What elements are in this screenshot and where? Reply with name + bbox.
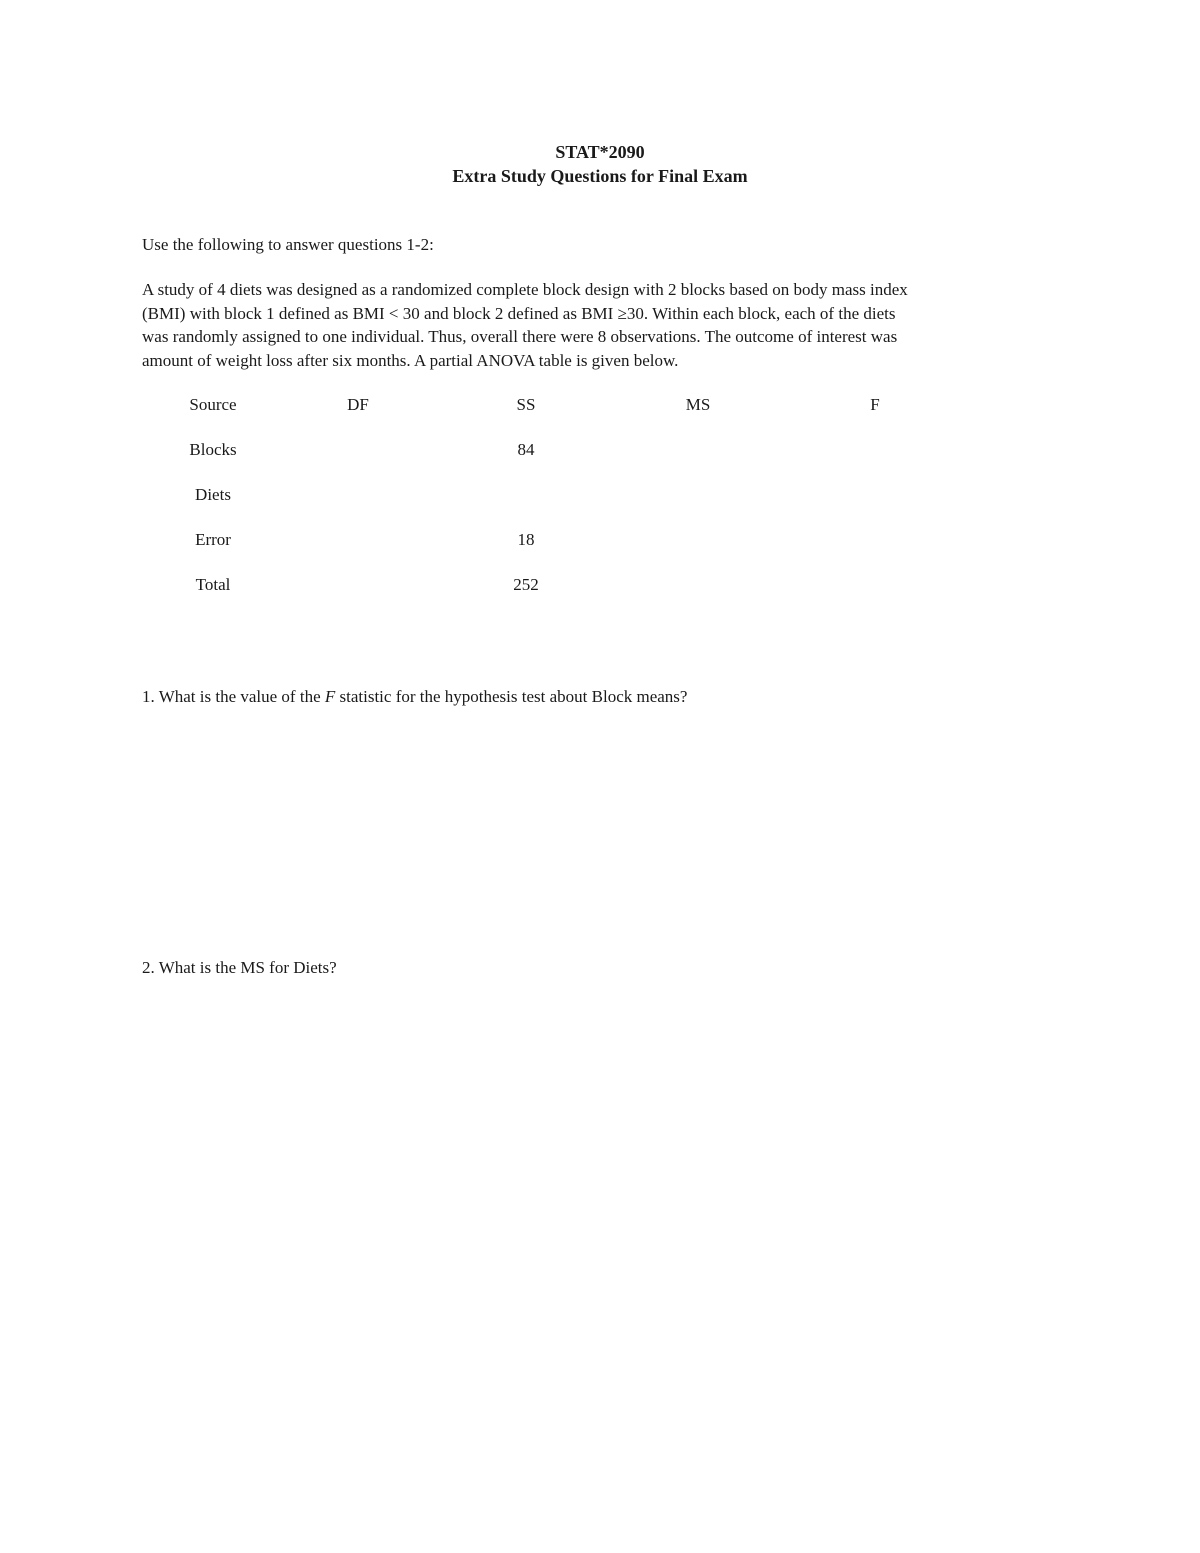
study-description: [142, 278, 1042, 372]
row-source-diets: Diets: [195, 485, 231, 504]
row-ss-blocks: 84: [517, 440, 535, 459]
header-df: DF: [347, 395, 369, 414]
header-f: F: [870, 395, 880, 414]
question-1-italic: F: [324, 687, 336, 706]
question-1-prefix: 1. What is the value of the: [142, 687, 325, 706]
description-line: amount of weight loss after six months. A partial ANOVA table is given below.: [142, 350, 679, 370]
description-line: A study of 4 diets was designed as a randomized complete block design with 2 blocks based on body mass index: [142, 280, 908, 299]
question-2: 2. What is the MS for Diets?: [142, 958, 337, 977]
course-code: STAT*2090: [555, 142, 645, 162]
row-ss-error: 18: [517, 530, 535, 549]
question-1-suffix: statistic for the hypothesis test about Block means?: [335, 687, 688, 706]
header-ss: SS: [516, 395, 536, 414]
row-ss-total: 252: [513, 575, 539, 594]
row-source-total: Total: [195, 575, 231, 594]
row-source-blocks: Blocks: [189, 440, 237, 459]
intro-text: Use the following to answer questions 1-2:: [142, 235, 434, 254]
document-title: Extra Study Questions for Final Exam: [452, 166, 748, 186]
row-source-error: Error: [195, 530, 231, 549]
description-line: (BMI) with block 1 defined as BMI < 30 and block 2 defined as BMI ≥30. Within each block, each of the diets: [142, 303, 896, 323]
header-source: Source: [189, 395, 237, 414]
header-ms: MS: [685, 395, 711, 414]
description-line: was randomly assigned to one individual. Thus, overall there were 8 observations. The outcome of interest was: [142, 327, 898, 346]
question-1: [142, 685, 687, 708]
